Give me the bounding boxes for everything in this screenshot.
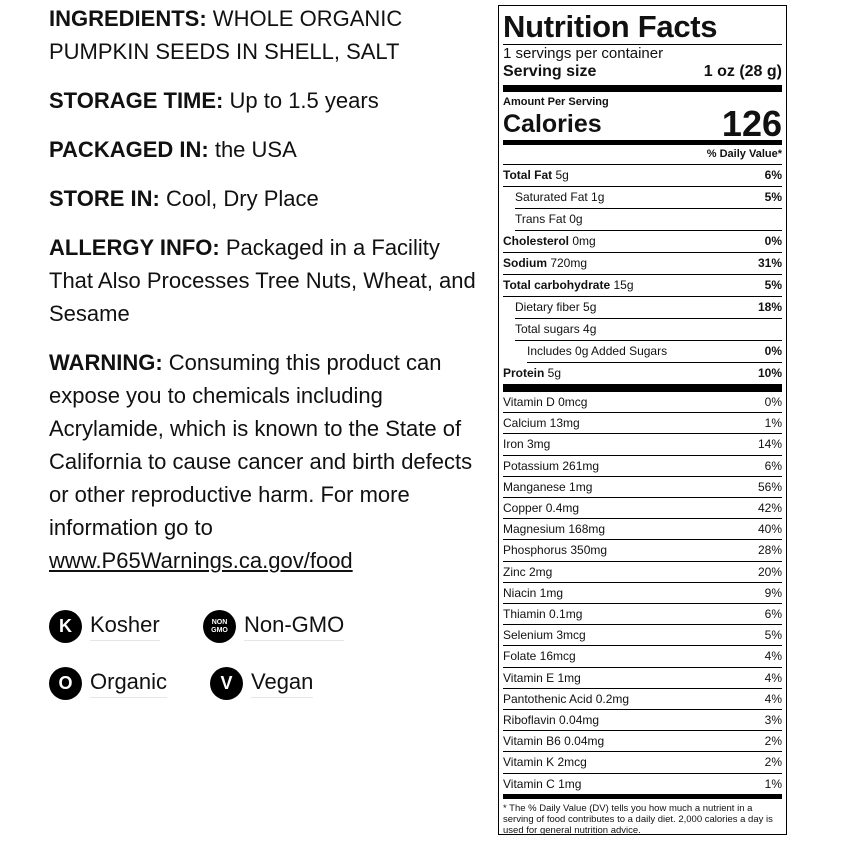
nutrient-dv: 31%	[757, 256, 782, 270]
nutrient-name	[515, 209, 583, 230]
vitamin-dv: 40%	[757, 522, 782, 537]
badge-vegan	[210, 667, 313, 700]
nutrient-amount: 720mg	[547, 256, 588, 270]
nutrient-label: Total carbohydrate	[503, 278, 611, 292]
nutrient-name	[527, 341, 667, 362]
nutrient-name	[515, 297, 596, 318]
non-gmo-icon: NON GMO	[203, 610, 236, 643]
vitamin-dv: 5%	[764, 628, 782, 643]
p65-warnings-link[interactable]: www.P65Warnings.ca.gov/food	[49, 548, 353, 573]
warning-label: WARNING:	[49, 350, 163, 375]
product-info	[49, 2, 479, 593]
nutrition-facts-label	[498, 5, 787, 835]
vitamin-row	[503, 498, 782, 519]
vitamin-dv: 1%	[764, 776, 782, 791]
vitamin-name: Manganese 1mg	[503, 479, 593, 494]
nutrient-row	[527, 341, 782, 363]
nutrient-name	[515, 319, 596, 340]
vitamin-name: Vitamin K 2mcg	[503, 755, 587, 770]
nutrient-amount: 5g	[544, 366, 562, 380]
vitamin-dv: 4%	[764, 649, 782, 664]
nutrient-dv: 0%	[764, 234, 782, 248]
amount-per-serving: Amount Per Serving	[503, 96, 609, 108]
vitamin-row	[503, 710, 782, 731]
vitamin-name: Pantothenic Acid 0.2mg	[503, 691, 630, 706]
storage-time	[49, 84, 479, 117]
packaged-in	[49, 133, 479, 166]
store-in	[49, 182, 479, 215]
allergy-label: ALLERGY INFO:	[49, 235, 220, 260]
vitamin-name: Calcium 13mg	[503, 416, 580, 431]
vegan-icon: V	[210, 667, 243, 700]
badge-kosher	[49, 610, 160, 643]
calories-value: 126	[721, 103, 782, 144]
servings-per-container: 1 servings per container	[503, 45, 664, 62]
calories-row	[503, 103, 782, 145]
nutrient-dv: 6%	[764, 168, 782, 182]
badge-non-gmo	[203, 610, 344, 643]
main-nutrients	[503, 165, 782, 392]
badge-label: Vegan	[251, 669, 313, 698]
vitamin-dv: 4%	[764, 691, 782, 706]
nutrient-label: Saturated Fat 1g	[515, 190, 605, 204]
vitamin-dv: 3%	[764, 713, 782, 728]
allergy-text: Packaged in a Facility That Also Processes Tree Nuts, Wheat, and Sesame	[49, 235, 476, 326]
nutrient-row	[503, 165, 782, 187]
nutrient-label: Total Fat	[503, 168, 553, 182]
nutrient-row	[515, 187, 782, 209]
nutrient-label: Includes 0g Added Sugars	[527, 344, 668, 358]
nutrient-dv: 5%	[764, 190, 782, 204]
organic-icon: O	[49, 667, 82, 700]
vitamin-row	[503, 562, 782, 583]
nutrient-amount: 15g	[610, 278, 634, 292]
daily-value-header: % Daily Value*	[503, 145, 782, 165]
footnote: * The % Daily Value (DV) tells you how much a nutrient in a serving of food contributes to a daily diet. 2,000 calories a day is used for general nutrition advice.	[503, 794, 782, 836]
badge-label: Non-GMO	[244, 612, 344, 641]
kosher-icon: K	[49, 610, 82, 643]
nutrient-dv: 5%	[764, 278, 782, 292]
warning-text: Consuming this product can expose you to chemicals including Acrylamide, which is known to the State of California to cause cancer and birth defects or other reproductive harm. For more information go to	[49, 350, 473, 540]
vitamin-dv: 28%	[757, 543, 782, 558]
vitamins-minerals	[503, 392, 782, 794]
vitamin-name: Zinc 2mg	[503, 564, 553, 579]
vitamin-name: Riboflavin 0.04mg	[503, 713, 600, 728]
nutrient-row	[503, 363, 782, 392]
nutrient-row	[503, 275, 782, 297]
vitamin-row	[503, 477, 782, 498]
vitamin-name: Magnesium 168mg	[503, 522, 606, 537]
ingredients-text: WHOLE ORGANIC PUMPKIN SEEDS IN SHELL, SALT	[49, 6, 403, 64]
serving-size	[503, 63, 782, 92]
badge-label: Kosher	[90, 612, 160, 641]
nutrient-name	[503, 253, 587, 274]
vitamin-dv: 4%	[764, 670, 782, 685]
vitamin-row	[503, 604, 782, 625]
calories-label: Calories	[503, 110, 602, 138]
nutrient-dv: 18%	[757, 300, 782, 314]
vitamin-row	[503, 731, 782, 752]
vitamin-dv: 14%	[757, 437, 782, 452]
vitamin-name: Iron 3mg	[503, 437, 551, 452]
vitamin-name: Folate 16mcg	[503, 649, 576, 664]
nutrient-row	[515, 319, 782, 341]
nutrient-label: Trans Fat 0g	[515, 212, 583, 226]
vitamin-row	[503, 540, 782, 561]
vitamin-name: Thiamin 0.1mg	[503, 607, 583, 622]
nutrient-row	[503, 231, 782, 253]
vitamin-row	[503, 668, 782, 689]
nutrient-name	[503, 363, 561, 384]
vitamin-dv: 1%	[764, 416, 782, 431]
vitamin-name: Selenium 3mcg	[503, 628, 586, 643]
vitamin-row	[503, 519, 782, 540]
store-text: Cool, Dry Place	[159, 186, 319, 211]
badge-label: Organic	[90, 669, 167, 698]
vitamin-dv: 20%	[757, 564, 782, 579]
vitamin-name: Potassium 261mg	[503, 458, 600, 473]
nutrient-dv: 10%	[757, 366, 782, 380]
ingredients-label: INGREDIENTS:	[49, 6, 207, 31]
nutrition-title: Nutrition Facts	[503, 10, 782, 45]
vitamin-name: Vitamin B6 0.04mg	[503, 734, 605, 749]
storage-text: Up to 1.5 years	[223, 88, 379, 113]
nutrient-name	[515, 187, 604, 208]
serving-size-label: Serving size	[503, 63, 597, 80]
nutrient-name	[503, 231, 596, 252]
nutrient-label: Dietary fiber 5g	[515, 300, 597, 314]
vitamin-dv: 42%	[757, 501, 782, 516]
vitamin-row	[503, 583, 782, 604]
packaged-text: the USA	[208, 137, 297, 162]
store-label: STORE IN:	[49, 186, 160, 211]
nutrient-amount: 5g	[552, 168, 569, 182]
nutrient-row	[515, 209, 782, 231]
nutrient-name	[503, 165, 569, 186]
badge-organic	[49, 667, 167, 700]
vitamin-dv: 6%	[764, 458, 782, 473]
nutrient-label: Sodium	[503, 256, 547, 270]
vitamin-name: Vitamin C 1mg	[503, 776, 582, 791]
vitamin-dv: 2%	[764, 734, 782, 749]
vitamin-name: Niacin 1mg	[503, 585, 564, 600]
vitamin-row	[503, 625, 782, 646]
allergy-info	[49, 231, 479, 330]
vitamin-name: Vitamin D 0mcg	[503, 395, 588, 409]
nutrient-amount: 0mg	[569, 234, 596, 248]
vitamin-row	[503, 434, 782, 455]
nutrient-label: Cholesterol	[503, 234, 570, 248]
nutrient-name	[503, 275, 634, 296]
warning	[49, 346, 479, 577]
ingredients	[49, 2, 479, 68]
storage-label: STORAGE TIME:	[49, 88, 224, 113]
vitamin-row	[503, 774, 782, 794]
vitamin-row	[503, 392, 782, 413]
nutrient-label: Protein	[503, 366, 545, 380]
vitamin-row	[503, 752, 782, 773]
vitamin-row	[503, 646, 782, 667]
vitamin-row	[503, 689, 782, 710]
vitamin-dv: 6%	[764, 607, 782, 622]
vitamin-name: Copper 0.4mg	[503, 501, 580, 516]
serving-size-value: 1 oz (28 g)	[703, 63, 782, 80]
packaged-label: PACKAGED IN:	[49, 137, 209, 162]
vitamin-name: Vitamin E 1mg	[503, 670, 581, 685]
vitamin-name: Phosphorus 350mg	[503, 543, 608, 558]
vitamin-row	[503, 413, 782, 434]
nutrient-row	[515, 297, 782, 319]
vitamin-dv: 2%	[764, 755, 782, 770]
vitamin-dv: 56%	[757, 479, 782, 494]
vitamin-dv: 0%	[764, 395, 782, 409]
vitamin-row	[503, 456, 782, 477]
nutrient-row	[503, 253, 782, 275]
nutrient-label: Total sugars 4g	[515, 322, 597, 336]
nutrient-dv: 0%	[764, 344, 782, 358]
vitamin-dv: 9%	[764, 585, 782, 600]
